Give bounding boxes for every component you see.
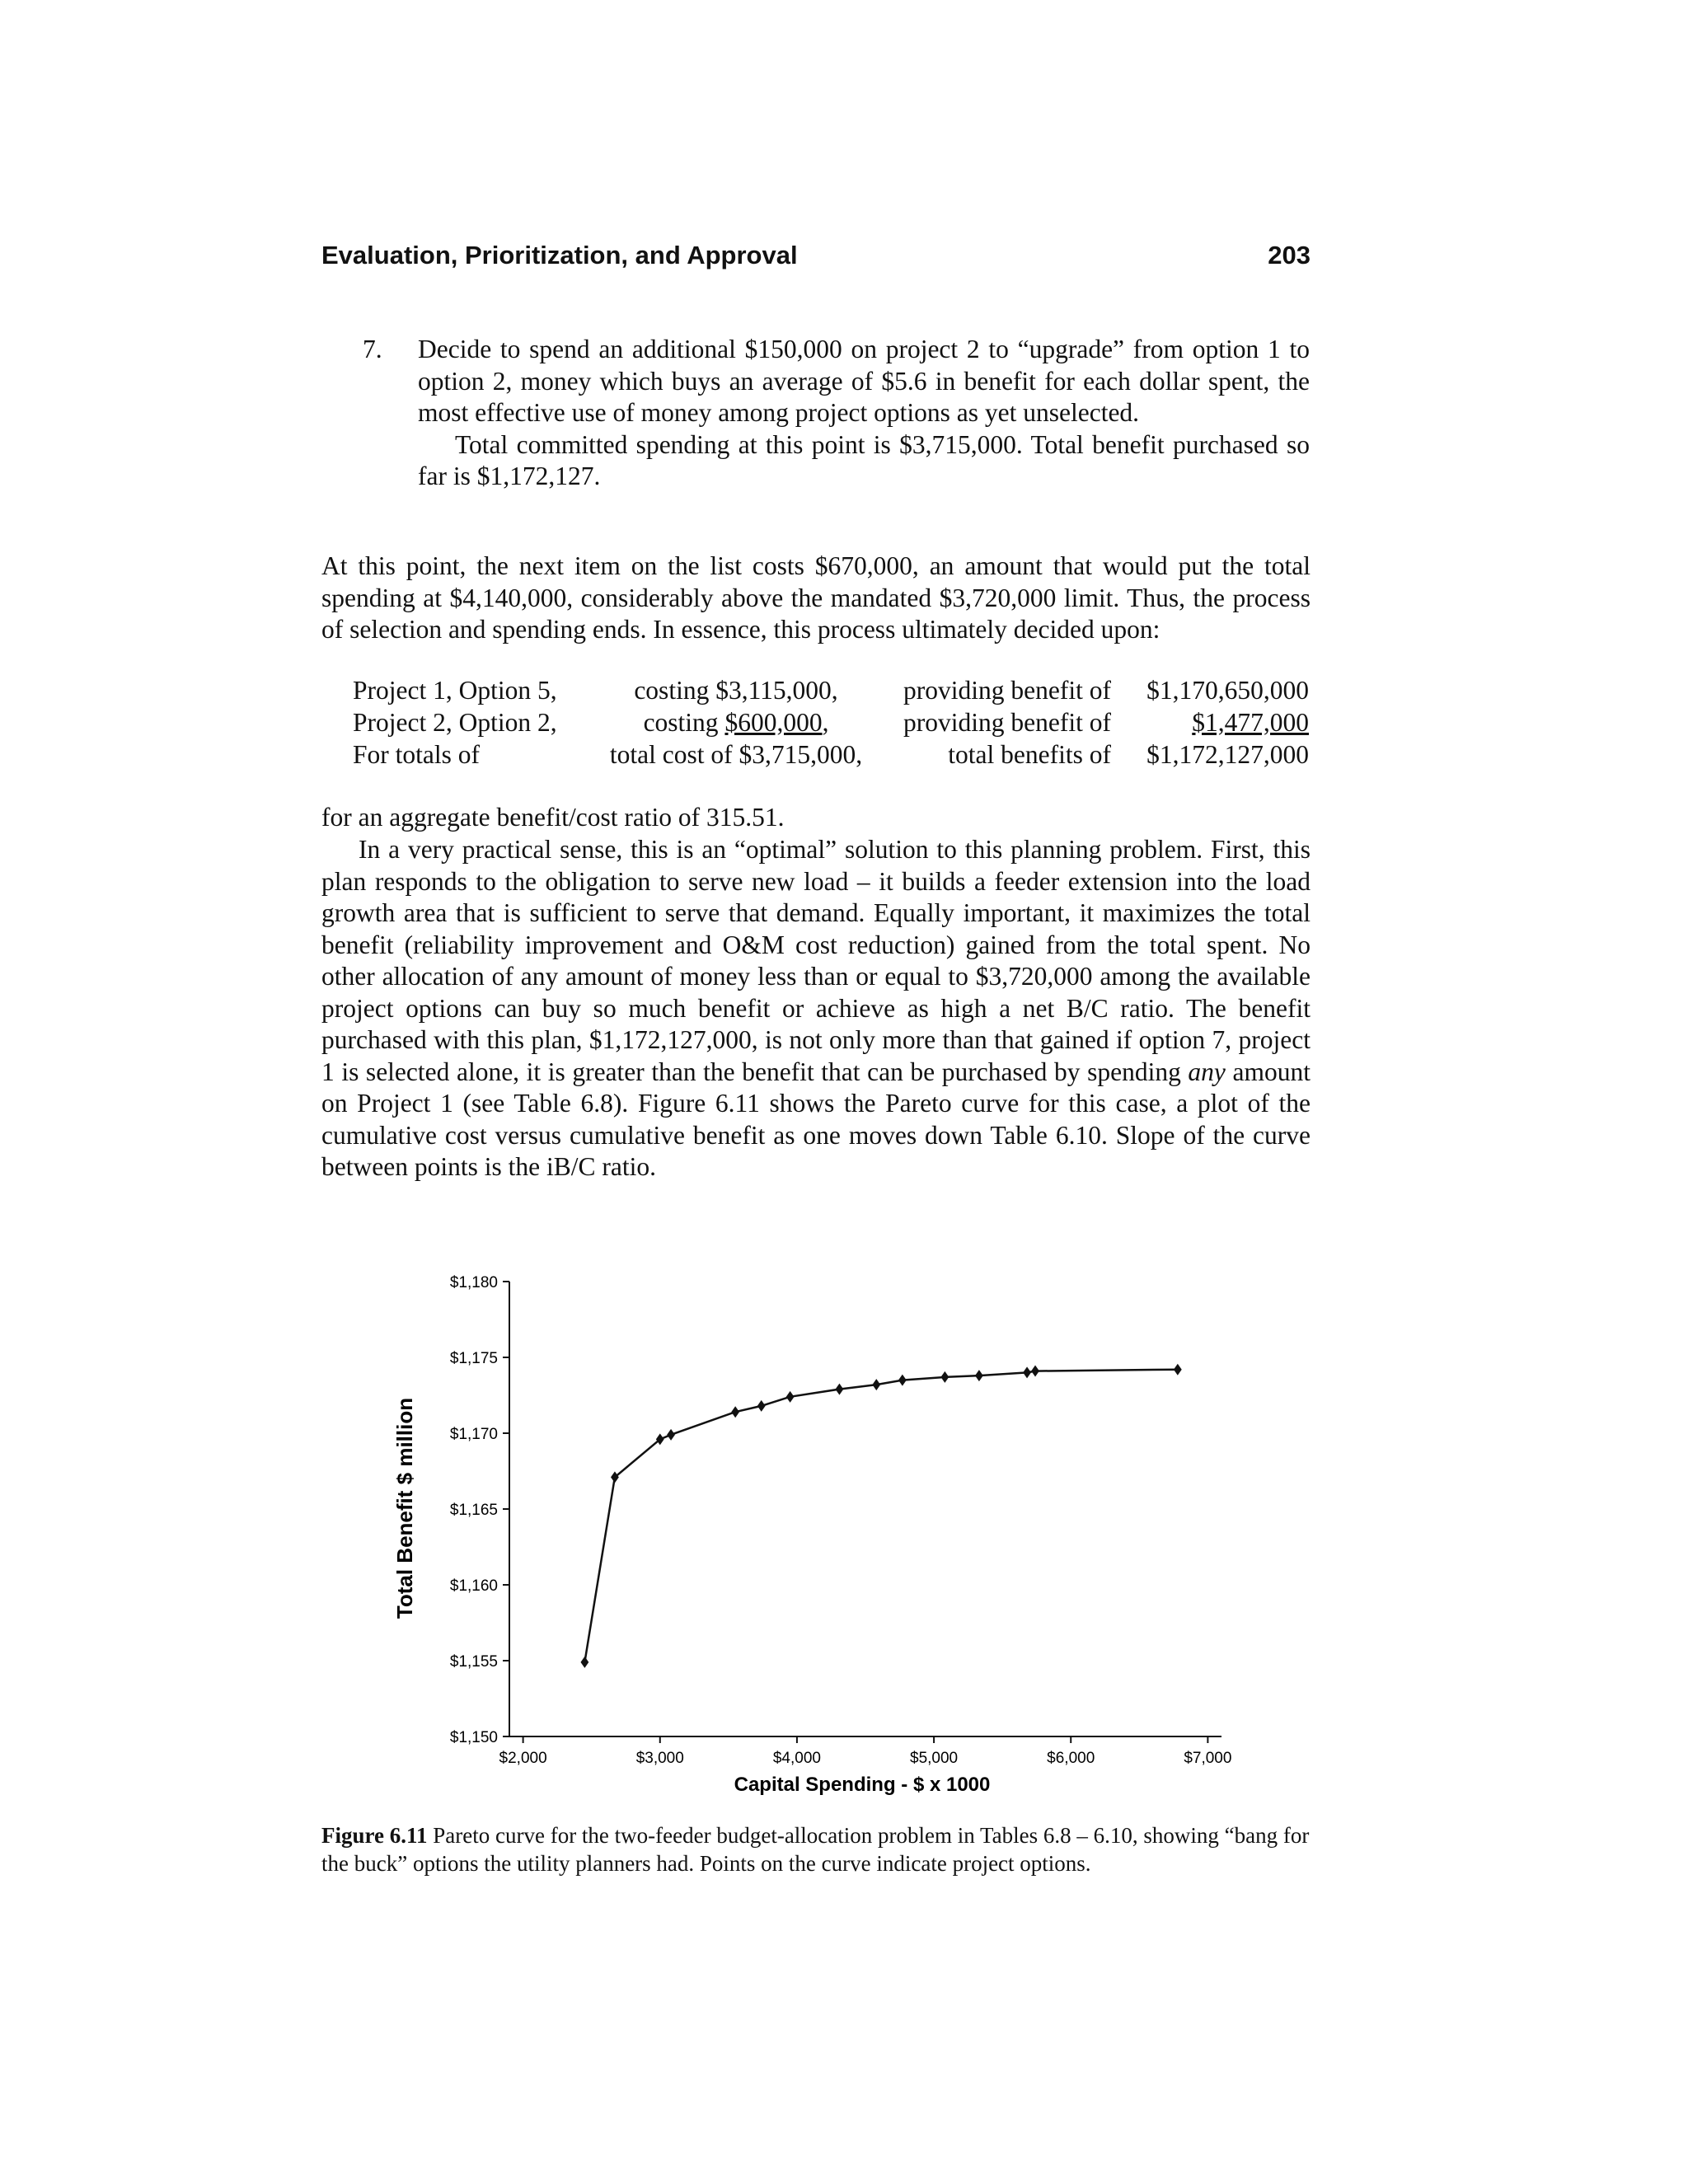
paragraph-3-part1: In a very practical sense, this is an “optimal” solution to this planning problem. First, this plan responds to the obligation to serve new load – it builds a feeder extension into the load growth area that is sufficient to serve that demand. Equally important, it maximizes the total benefit (reliability improvement and O&M cost reduction) gained from the total spent. No other allocation of any amount of money less than or equal to $3,720,000 among the available project options can buy so much benefit or achieve as high a net B/C ratio. The benefit purchased with this plan, $1,172,127,000, is not only more than that gained if option 7, project 1 is selected alone, it is greater than the benefit that can be purchased by spending xyxy=(321,835,1311,1086)
cost-prefix: costing xyxy=(643,707,725,737)
data-point-diamond xyxy=(656,1433,664,1445)
table-row xyxy=(353,706,1309,738)
table-cell: total benefits of xyxy=(948,739,1111,769)
y-tick-group xyxy=(450,1274,509,1746)
list-number: 7. xyxy=(363,335,382,363)
table-cell: Project 2, Option 2, xyxy=(353,707,557,737)
chapter-title: Evaluation, Prioritization, and Approval xyxy=(321,241,798,269)
table-cell: $1,477,000 xyxy=(1192,707,1309,737)
x-tick-label: $2,000 xyxy=(499,1750,547,1767)
data-point-diamond xyxy=(1031,1366,1039,1377)
running-head xyxy=(321,241,1311,282)
y-axis-label: Total Benefit $ million xyxy=(392,1397,417,1619)
table-cell: $1,170,650,000 xyxy=(1146,675,1309,705)
paragraph-2: for an aggregate benefit/cost ratio of 315.51. xyxy=(321,803,785,832)
data-point-diamond xyxy=(940,1371,949,1383)
figure-caption xyxy=(321,1821,1311,1877)
data-point-diamond xyxy=(836,1384,844,1395)
table-cell: costing $3,115,000, xyxy=(634,675,838,705)
x-axis-label: Capital Spending - $ x 1000 xyxy=(734,1774,991,1796)
y-tick-label: $1,150 xyxy=(449,1729,498,1746)
list-item-followup: Total committed spending at this point is $3,715,000. Total benefit purchased so far is $1,172,127. xyxy=(418,429,1310,490)
y-tick-label: $1,165 xyxy=(449,1502,498,1519)
data-point-diamond xyxy=(1023,1366,1031,1378)
x-tick-label: $6,000 xyxy=(1047,1750,1095,1767)
table-row xyxy=(353,674,1309,706)
x-tick-group xyxy=(499,1736,1232,1767)
y-tick-label: $1,160 xyxy=(449,1577,498,1595)
data-point-diamond xyxy=(975,1370,983,1381)
allocation-table xyxy=(353,674,1309,771)
series-points xyxy=(580,1364,1181,1668)
table-cell: For totals of xyxy=(353,739,480,769)
pareto-chart xyxy=(387,1261,1294,1797)
plot-area xyxy=(450,1274,1232,1767)
series-line xyxy=(584,1370,1177,1662)
data-point-diamond xyxy=(872,1379,880,1390)
cost-value: $600,000 xyxy=(724,707,823,737)
paragraph-1: At this point, the next item on the list costs $670,000, an amount that would put the total spending at $4,140,000, considerably above the mandated $3,720,000 limit. Thus, the process of selection and spending ends. In essence, this process ultimately decided upon: xyxy=(321,551,1311,644)
data-point-diamond xyxy=(731,1406,739,1418)
paragraph-3 xyxy=(321,834,1311,1183)
data-point-diamond xyxy=(757,1400,766,1412)
y-tick-label: $1,155 xyxy=(449,1653,498,1671)
data-point-diamond xyxy=(898,1375,907,1386)
data-point-diamond xyxy=(786,1391,795,1403)
x-tick-label: $3,000 xyxy=(635,1750,684,1767)
x-tick-label: $5,000 xyxy=(910,1750,959,1767)
figure-label: Figure 6.11 xyxy=(321,1823,428,1848)
table-row xyxy=(353,738,1309,771)
paragraph-3-part2: amount on Project 1 (see Table 6.8). Figure 6.11 shows the Pareto curve for this case, a plot of the cumulative cost versus cumulative benefit as one moves down Table 6.10. Slope of the curve between points is the iB/C ratio. xyxy=(321,1057,1311,1181)
list-item-text: Decide to spend an additional $150,000 on project 2 to “upgrade” from option 1 to option 2, money which buys an average of $5.6 in benefit for each dollar spent, the most effective use of money among project options as yet unselected. xyxy=(418,335,1310,427)
y-tick-label: $1,175 xyxy=(449,1350,498,1367)
x-tick-label: $7,000 xyxy=(1184,1750,1232,1767)
data-point-diamond xyxy=(667,1429,675,1441)
data-point-diamond xyxy=(611,1471,619,1483)
caption-text: Pareto curve for the two-feeder budget-allocation problem in Tables 6.8 – 6.10, showing “bang for the buck” options the utility planners had. Points on the curve indicate project options. xyxy=(321,1823,1310,1876)
table-cell: Project 1, Option 5, xyxy=(353,675,557,705)
cost-suffix: , xyxy=(822,707,829,737)
x-tick-label: $4,000 xyxy=(772,1750,821,1767)
data-point-diamond xyxy=(1174,1364,1182,1376)
data-point-diamond xyxy=(580,1657,588,1668)
table-cell: $1,172,127,000 xyxy=(1146,739,1309,769)
table-cell xyxy=(584,706,889,738)
y-tick-label: $1,180 xyxy=(449,1274,498,1291)
table-cell: providing benefit of xyxy=(903,707,1111,737)
table-cell: providing benefit of xyxy=(903,675,1111,705)
y-tick-label: $1,170 xyxy=(449,1426,498,1443)
table-cell: total cost of $3,715,000, xyxy=(609,739,863,769)
page-number: 203 xyxy=(1268,241,1311,269)
paragraph-3-emphasis: any xyxy=(1188,1057,1226,1086)
